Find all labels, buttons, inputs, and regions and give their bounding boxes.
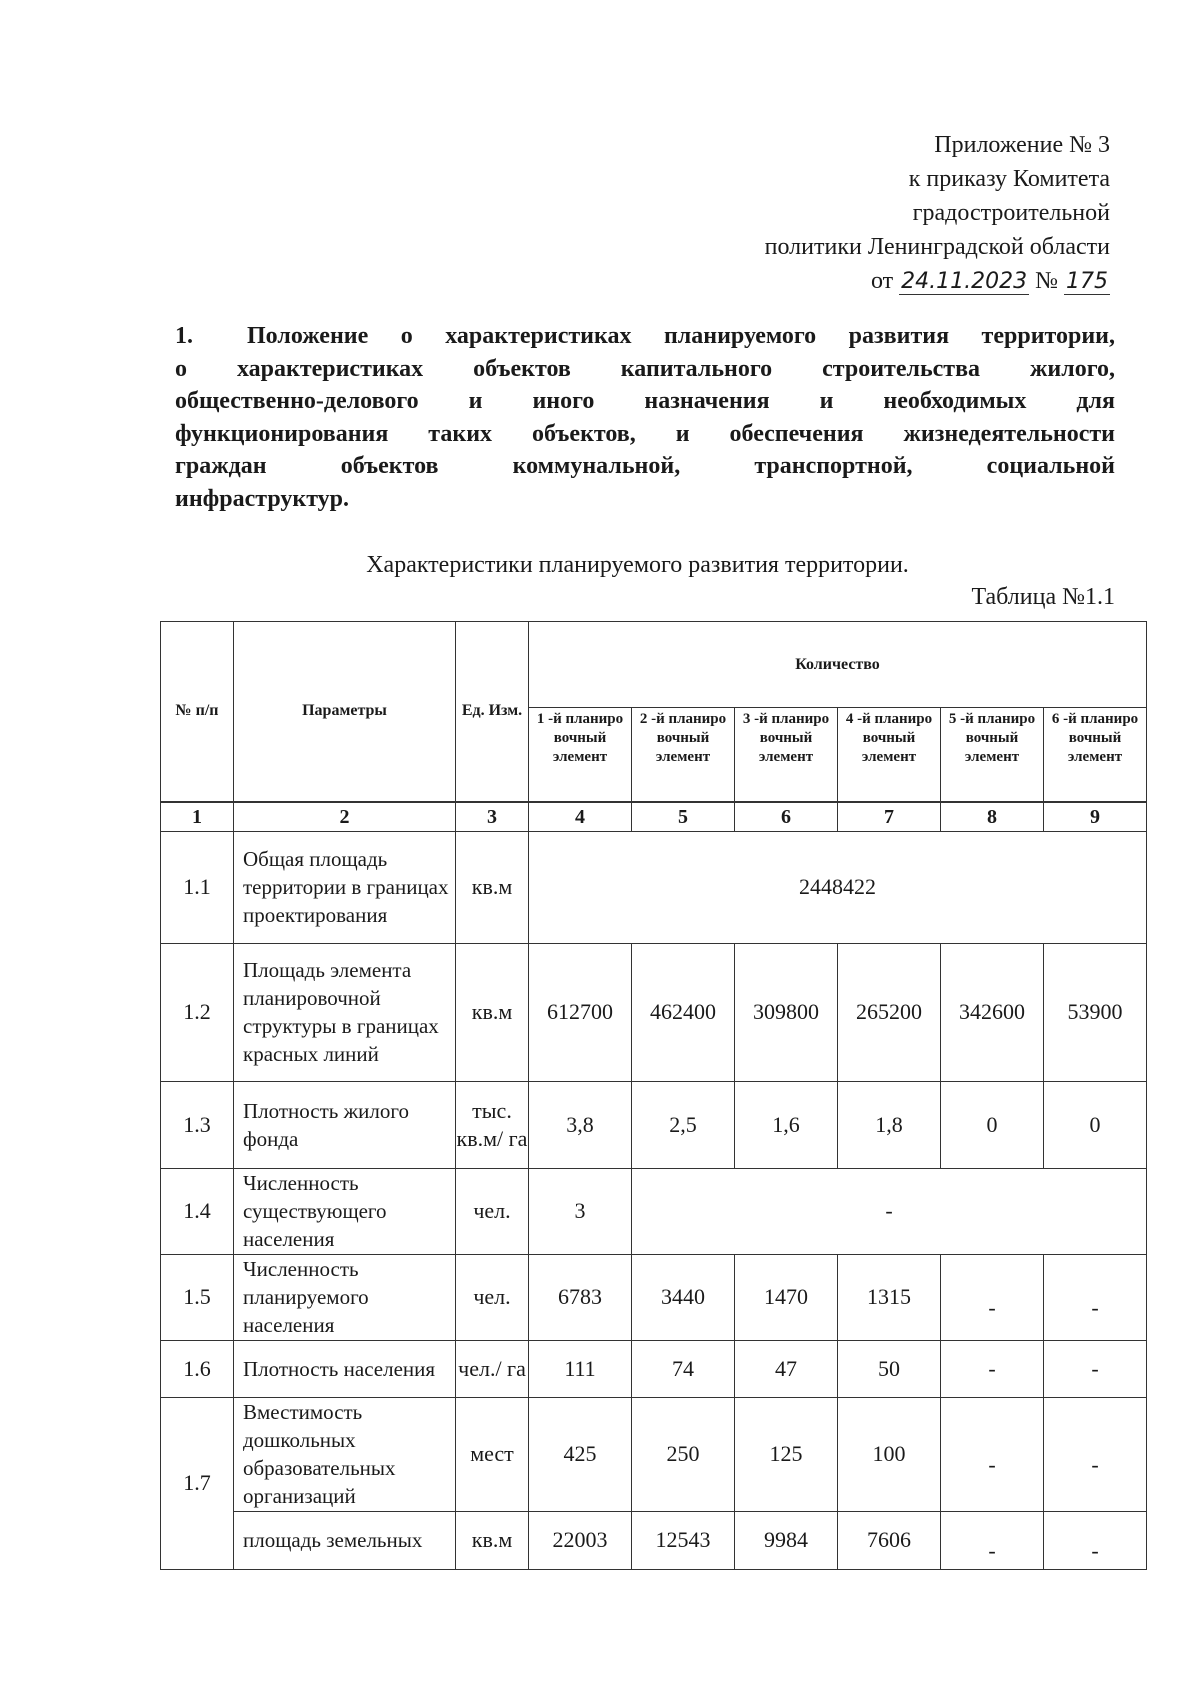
handwritten-number: 175 (1066, 269, 1108, 294)
header-num: № п/п (161, 622, 234, 802)
section-number: 1. (175, 323, 193, 349)
header-element-5: 5 -й планиро вочный элемент (941, 708, 1044, 802)
committee-name-1: градостроительной (912, 200, 1110, 226)
header-element-6: 6 -й планиро вочный элемент (1044, 708, 1147, 802)
header-element-2: 2 -й планиро вочный элемент (632, 708, 735, 802)
date-line: от 24.11.2023 № 175 (870, 268, 1108, 294)
table-row: 1.3 Плотность жилого фонда тыс. кв.м/ га 3,8 2,5 1,6 1,8 0 0 (161, 1081, 1147, 1168)
table-caption: Характеристики планируемого развития территории. (366, 552, 909, 578)
appendix-header (590, 128, 1110, 299)
appendix-number: Приложение № 3 (934, 132, 1110, 158)
header-element-4: 4 -й планиро вочный элемент (838, 708, 941, 802)
table-row: площадь земельных кв.м 22003 12543 9984 7606 - - (161, 1511, 1147, 1569)
table-number: Таблица №1.1 (971, 584, 1115, 610)
header-element-1: 1 -й планиро вочный элемент (529, 708, 632, 802)
header-params: Параметры (234, 622, 456, 802)
table-row: 1.6 Плотность населения чел./ га 111 74 47 50 - - (161, 1340, 1147, 1397)
header-unit: Ед. Изм. (456, 622, 529, 802)
table-row: 1.5 Численность планируемого населения чел. 6783 3440 1470 1315 - - (161, 1254, 1147, 1340)
order-reference: к приказу Комитета (908, 166, 1110, 192)
table-row: 1.2 Площадь элемента планировочной структуры в границах красных линий кв.м 612700 462400 309800 265200 342600 53900 (161, 943, 1147, 1081)
handwritten-date: 24.11.2023 (901, 269, 1028, 294)
header-quantity: Количество (529, 622, 1147, 708)
committee-name-2: политики Ленинградской области (764, 234, 1110, 260)
table-row: 1.1 Общая площадь территории в границах проектирования кв.м 2448422 (161, 831, 1147, 943)
header-element-3: 3 -й планиро вочный элемент (735, 708, 838, 802)
merged-total-area: 2448422 (529, 831, 1147, 943)
column-index-row: 1 2 3 4 5 6 7 8 9 (161, 802, 1147, 832)
table-row: 1.7 Вместимость дошкольных образовательных организаций мест 425 250 125 100 - - (161, 1397, 1147, 1511)
merged-dash: - (632, 1168, 1147, 1254)
characteristics-table (160, 621, 1147, 1570)
table-row: 1.4 Численность существующего населения чел. 3 - (161, 1168, 1147, 1254)
section-title: 1. Положение о характеристиках планируемого развития территории, о характеристиках объектов капитального строительства жилого, общественно-делового и иного назначения и необходимых для функционирования таких объектов, и обеспечения жизнедеятельности граждан объектов коммунальной, транспортной, социальной инфраструктур. (175, 320, 1115, 515)
